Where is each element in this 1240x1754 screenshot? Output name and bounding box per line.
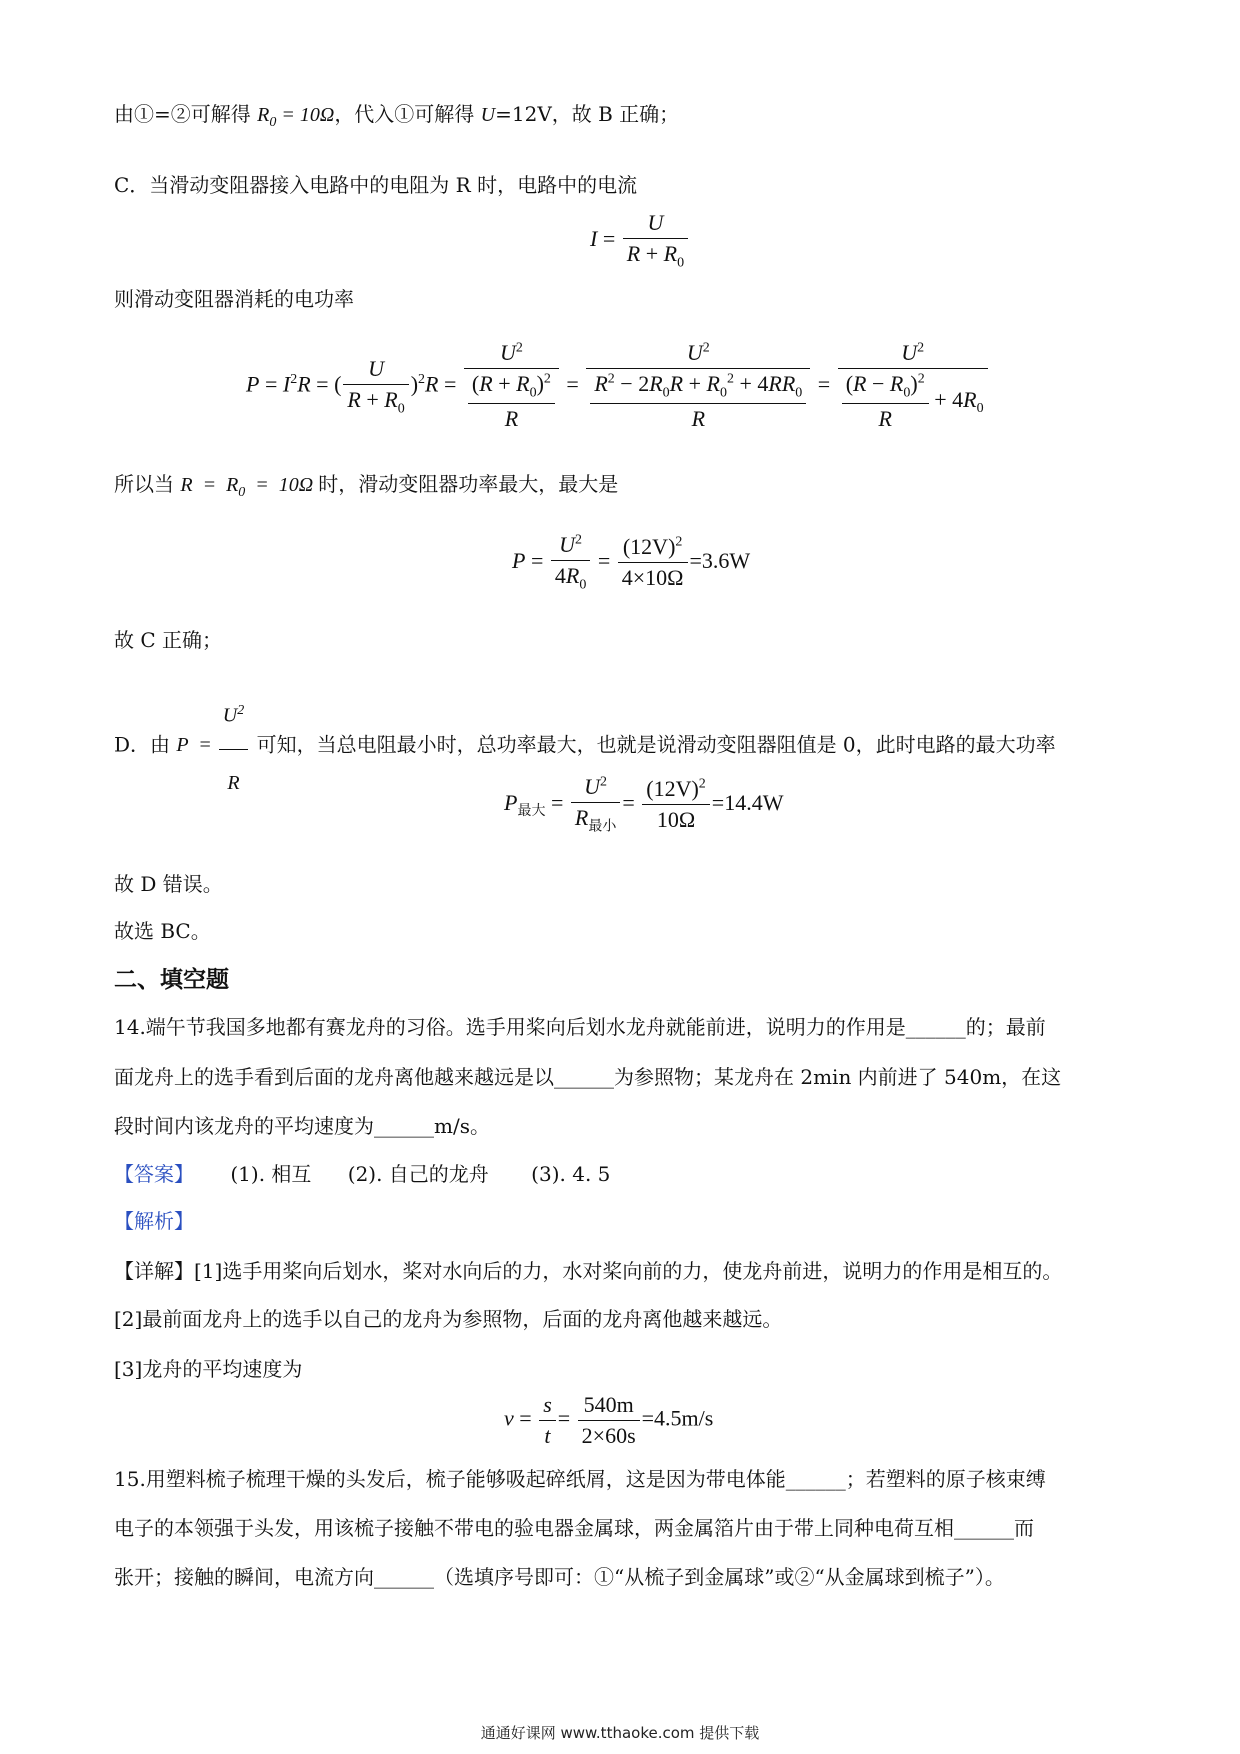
answer-item-1: (1). 相互 [230, 1162, 312, 1186]
question-15-line-1: 15.用塑料梳子梳理干燥的头发后，梳子能够吸起碎纸屑，这是因为带电体能______；若塑料的原子核束缚 [114, 1467, 1046, 1491]
text-line-max-condition [114, 470, 618, 507]
answer-item-3: (3). 4. 5 [531, 1162, 611, 1186]
text-span: 所以当 [114, 472, 181, 496]
question-15-line-2: 电子的本领强于头发，用该梳子接触不带电的验电器金属球，两金属箔片由于带上同种电荷互相______而 [114, 1516, 1034, 1540]
question-15-line-3: 张开；接触的瞬间，电流方向______（选填序号即可：①“从梳子到金属球”或②“从金属球到梳子”）。 [114, 1565, 1005, 1589]
text-span: 时，滑动变阻器功率最大，最大是 [318, 472, 619, 496]
formula-speed: v = $\frac{s}{t}$ = $\frac{540m}{2\times 60s}$ =4.5m/s [504, 1392, 714, 1448]
text-line-c-correct: 故 C 正确； [114, 628, 223, 652]
question-14-line-3: 段时间内该龙舟的平均速度为______m/s。 [114, 1114, 490, 1138]
question-14-line-2: 面龙舟上的选手看到后面的龙舟离他越来越远是以______为参照物；某龙舟在 2min 内前进了 540m，在这 [114, 1065, 1062, 1089]
detail-line-2: [2]最前面龙舟上的选手以自己的龙舟为参照物，后面的龙舟离他越来越远。 [114, 1307, 783, 1331]
answer-line [114, 1160, 610, 1188]
text-span: 可知，当总电阻最小时，总功率最大，也就是说滑动变阻器阻值是 0，此时电路的最大功率 [250, 732, 1056, 757]
footer-source: 通通好课网 www.tthaoke.com 提供下载 [480, 1724, 760, 1742]
text-line-option-c: C．当滑动变阻器接入电路中的电阻为 R 时，电路中的电流 [114, 173, 638, 197]
answer-tag: 【答案】 [114, 1162, 194, 1186]
formula-current: I = $\frac{U}{R + R_0}$ [590, 210, 690, 271]
text-span: D．由 [114, 732, 177, 757]
formula-total-power: $P_{最大}$ = $\frac{U^2}{R_{最小}}$ = $\frac{(12V)^2}{10\Omega}$ =14.4W [504, 774, 784, 835]
answer-item-2: (2). 自己的龙舟 [347, 1162, 489, 1186]
text-span: 由①=②可解得 [114, 102, 258, 126]
formula-max-power: P = $\frac{U^2}{4R_0}$ = $\frac{(12V)^2}{4\times 10\Omega}$ =3.6W [512, 532, 751, 593]
text-line-r0-result [114, 100, 679, 137]
formula-r0: $R_0 = 10\Omega$ [257, 104, 335, 130]
text-line-d-wrong: 故 D 错误。 [114, 872, 223, 896]
text-line-power-intro: 则滑动变阻器消耗的电功率 [114, 287, 354, 311]
analysis-tag: 【解析】 [114, 1209, 194, 1233]
question-14-line-1: 14.端午节我国多地都有赛龙舟的习俗。选手用桨向后划水龙舟就能前进，说明力的作用是______的；最前 [114, 1015, 1046, 1039]
section-heading: 二、填空题 [114, 966, 229, 993]
var-u: U [480, 104, 496, 126]
text-span: ，代入①可解得 [334, 102, 481, 126]
formula-p-u2-r: P = $\frac{U^2}{R}$ [176, 734, 250, 756]
text-span: =12V，故 B 正确； [495, 102, 680, 126]
detail-line-1: 【详解】[1]选手用桨向后划水，桨对水向后的力，水对桨向前的力，使龙舟前进，说明力的作用是相互的。 [114, 1259, 1063, 1283]
formula-power: $P = I^2R$ = ( $\frac{U}{R + R_0}$ )$^2$R = $\frac{U^2}{\frac{(R + R_0)^2}{R}}$ = $\frac{U^2}{\frac{R^2 - 2R_0R + R_0^2 + 4RR_0}{R}}$ = $U^2$ $\frac{(R - R_0)^2}{R}$ + $4R_0$ [246, 340, 990, 432]
formula-r-equals-r0: $R = R_0 = 10\Omega$ [180, 474, 319, 500]
detail-line-3: [3]龙舟的平均速度为 [114, 1357, 303, 1381]
text-line-choice: 故选 BC。 [114, 919, 211, 943]
